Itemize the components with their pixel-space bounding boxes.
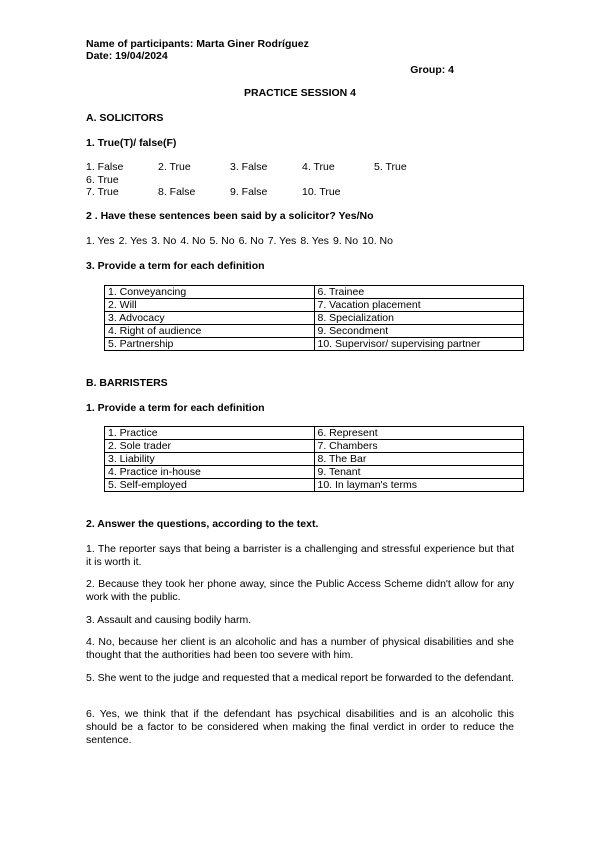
answer-item: 4. No	[180, 235, 206, 247]
answer-item: 3. No	[151, 235, 177, 247]
answer-item: 10. No	[362, 235, 393, 247]
table-row	[105, 466, 524, 479]
table-row	[105, 338, 524, 351]
answer-item: 3. False	[230, 161, 268, 173]
table-cell: 6. Represent	[314, 427, 524, 440]
page-title: PRACTICE SESSION 4	[243, 87, 357, 99]
answer-item: 2. True	[158, 161, 191, 173]
table-cell: 5. Partnership	[105, 338, 315, 351]
answer-item: 1. Yes	[86, 235, 115, 247]
section-b-q2-heading: 2. Answer the questions, according to the text.	[86, 518, 319, 530]
section-a-q1-heading: 1. True(T)/ false(F)	[86, 137, 177, 149]
true-false-row-2	[86, 186, 516, 199]
table-row	[105, 286, 524, 299]
section-a-q3-heading: 3. Provide a term for each definition	[86, 260, 265, 272]
section-a-q2-heading: 2 . Have these sentences been said by a solicitor? Yes/No	[86, 210, 374, 222]
answer-item: 5. True	[374, 161, 407, 173]
section-b-q1-heading: 1. Provide a term for each definition	[86, 402, 265, 414]
table-cell: 4. Practice in-house	[105, 466, 315, 479]
solicitors-terms-table	[104, 285, 524, 351]
answer-item: 4. True	[302, 161, 335, 173]
table-cell: 3. Advocacy	[105, 312, 315, 325]
table-row	[105, 453, 524, 466]
table-cell: 5. Self-employed	[105, 479, 315, 492]
table-cell: 9. Tenant	[314, 466, 524, 479]
table-cell: 10. Supervisor/ supervising partner	[314, 338, 524, 351]
table-row	[105, 299, 524, 312]
answer-paragraph: 4. No, because her client is an alcoholic and has a number of physical disabilities and she thought that the authorities had been too severe with him.	[86, 636, 514, 661]
date-line: Date: 19/04/2024	[86, 50, 168, 62]
answer-paragraph: 6. Yes, we think that if the defendant has psychical disabilities and is an alcoholic this should be a factor to be considered when making the final verdict in order to reduce the sentence.	[86, 708, 514, 746]
table-row	[105, 440, 524, 453]
table-cell: 9. Secondment	[314, 325, 524, 338]
table-cell: 7. Chambers	[314, 440, 524, 453]
table-cell: 4. Right of audience	[105, 325, 315, 338]
answer-paragraph: 2. Because they took her phone away, since the Public Access Scheme didn't allow for any work with the public.	[86, 578, 514, 603]
table-row	[105, 325, 524, 338]
header-block	[86, 38, 309, 62]
table-cell: 7. Vacation placement	[314, 299, 524, 312]
yes-no-row	[86, 235, 516, 248]
true-false-row-1	[86, 161, 516, 187]
table-cell: 8. The Bar	[314, 453, 524, 466]
answer-item: 8. Yes	[300, 235, 329, 247]
answer-item: 6. No	[238, 235, 264, 247]
answer-item: 7. True	[86, 186, 119, 198]
answer-paragraph: 3. Assault and causing bodily harm.	[86, 614, 252, 626]
answer-item: 9. False	[230, 186, 268, 198]
table-row	[105, 479, 524, 492]
answer-paragraph: 1. The reporter says that being a barrister is a challenging and stressful experience but that it is worth it.	[86, 543, 514, 568]
table-cell: 1. Practice	[105, 427, 315, 440]
table-row	[105, 312, 524, 325]
table-cell: 2. Will	[105, 299, 315, 312]
answer-item: 7. Yes	[267, 235, 297, 247]
answer-item: 9. No	[332, 235, 359, 247]
answer-item: 2. Yes	[118, 235, 148, 247]
answer-item: 10. True	[302, 186, 341, 198]
table-cell: 8. Specialization	[314, 312, 524, 325]
section-b-heading: B. BARRISTERS	[86, 377, 168, 389]
group-label: Group: 4	[410, 64, 454, 76]
answer-item: 6. True	[86, 174, 119, 187]
answer-item: 1. False	[86, 161, 124, 173]
barristers-terms-table	[104, 426, 524, 492]
table-cell: 1. Conveyancing	[105, 286, 315, 299]
section-a-heading: A. SOLICITORS	[86, 112, 164, 124]
answer-item: 8. False	[158, 186, 196, 198]
table-cell: 3. Liability	[105, 453, 315, 466]
participants-line: Name of participants: Marta Giner Rodríguez	[86, 38, 309, 50]
table-cell: 10. In layman's terms	[314, 479, 524, 492]
answer-item: 5. No	[209, 235, 235, 247]
table-cell: 2. Sole trader	[105, 440, 315, 453]
table-row	[105, 427, 524, 440]
answer-paragraph: 5. She went to the judge and requested that a medical report be forwarded to the defendant.	[86, 672, 514, 684]
table-cell: 6. Trainee	[314, 286, 524, 299]
